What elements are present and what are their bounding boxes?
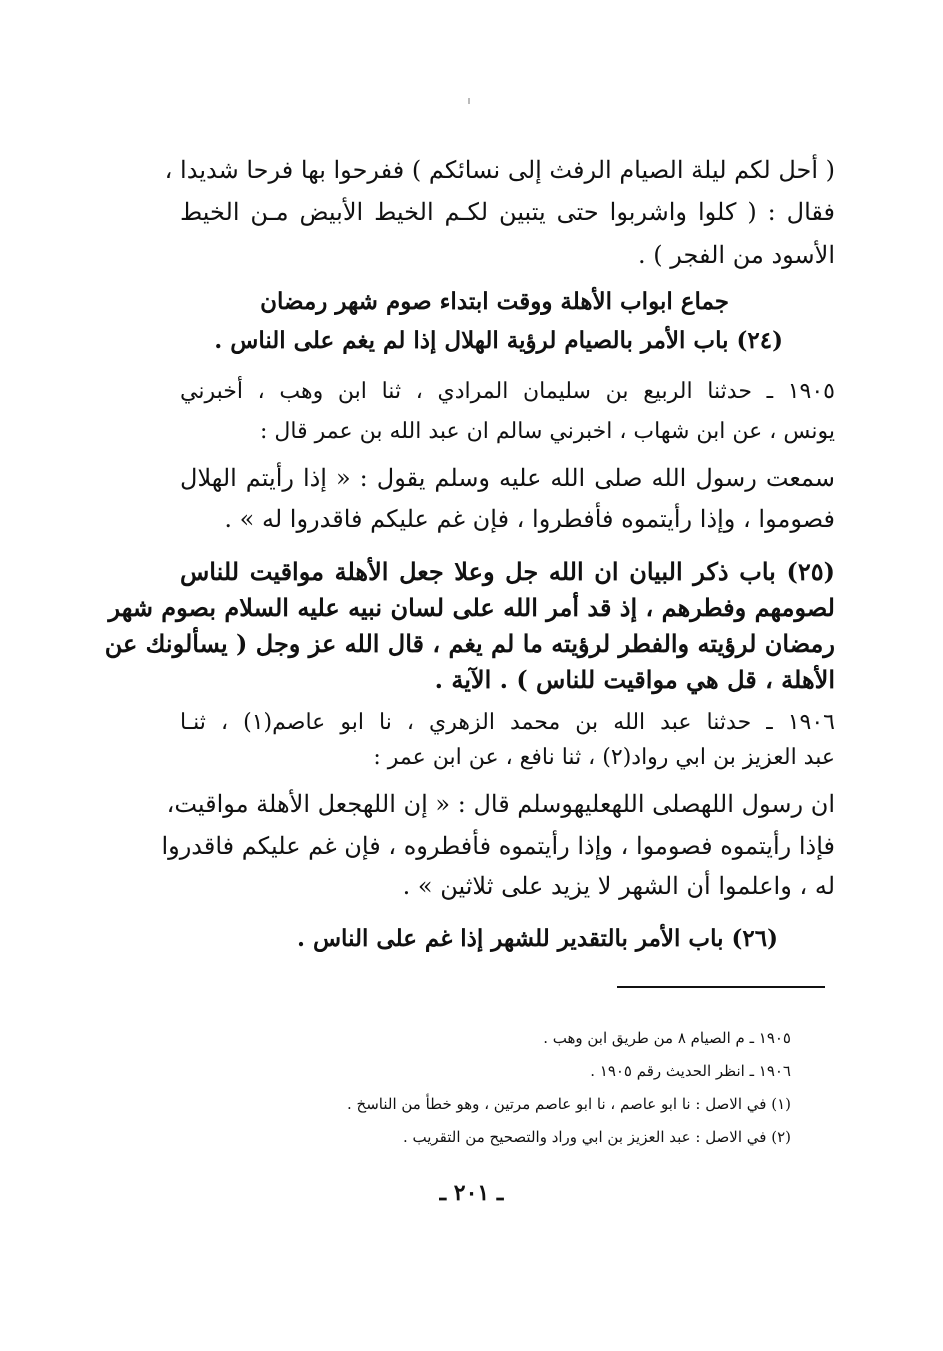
scan-speck [468, 98, 470, 104]
hadith-1905-text-line-1: سمعت رسول الله صلى الله عليه وسلم يقول : « إذا رأيتم الهلال [180, 464, 835, 492]
hadith-1906-text-line-3: له ، واعلموا أن الشهر لا يزيد على ثلاثين » . [402, 872, 835, 900]
footnote-1906: ١٩٠٦ ـ انظر الحديث رقم ١٩٠٥ . [590, 1062, 791, 1080]
intro-line-1: ( أحل لكم ليلة الصيام الرفث إلى نسائكم ) ففرحوا بها فرحا شديدا ، [164, 156, 835, 184]
footnote-1: (١) في الاصل : نا ابو عاصم ، نا ابو عاصم مرتين ، وهو خطأ من الناسخ . [347, 1095, 791, 1113]
chapter-24-heading: (٢٤) باب الأمر بالصيام لرؤية الهلال إذا لم يغم على الناس . [214, 327, 783, 354]
hadith-1906-isnad-line-1: ١٩٠٦ ـ حدثنا عبد الله بن محمد الزهري ، نا ابو عاصم(١) ، ثنـا [180, 710, 835, 735]
footnote-1905: ١٩٠٥ ـ م الصيام ٨ من طريق ابن وهب . [543, 1029, 791, 1047]
chapter-25-line-1: (٢٥) باب ذكر البيان ان الله جل وعلا جعل الأهلة مواقيت للناس [180, 557, 835, 586]
chapter-25-line-3: رمضان لرؤيته والفطر لرؤيته ما لم يغم ، قال الله عز وجل ( يسألونك عن [104, 629, 835, 658]
footnote-2: (٢) في الاصل : عبد العزيز بن ابي وراد والتصحيح من التقريب . [402, 1128, 791, 1146]
hadith-1906-isnad-line-2: عبد العزيز بن ابي رواد(٢) ، ثنا نافع ، عن ابن عمر : [373, 745, 835, 770]
chapter-25-line-2: لصومهم وفطرهم ، إذ قد أمر الله على لسان نبيه عليه السلام بصوم شهر [108, 593, 835, 622]
hadith-1905-text-line-2: فصوموا ، وإذا رأيتموه فأفطروا ، فإن غم عليكم فاقدروا له » . [224, 505, 835, 533]
hadith-1905-isnad-line-2: يونس ، عن ابن شهاب ، اخبرني سالم ان عبد الله بن عمر قال : [260, 419, 835, 444]
hadith-1905-isnad-line-1: ١٩٠٥ ـ حدثنا الربيع بن سليمان المرادي ، ثنا ابن وهب ، أخبرني [180, 379, 835, 404]
section-title: جماع ابواب الأهلة ووقت ابتداء صوم شهر رمضان [260, 288, 729, 315]
chapter-25-line-4: الأهلة ، قل هي مواقيت للناس ) . الآية . [434, 665, 835, 694]
hadith-1906-text-line-2: فإذا رأيتموه فصوموا ، وإذا رأيتموه فأفطروه ، فإن غم عليكم فاقدروا [161, 832, 835, 860]
footnote-divider [617, 986, 825, 988]
page-number: ـ ٢٠١ ـ [439, 1180, 504, 1206]
intro-line-3: الأسود من الفجر ) . [637, 241, 835, 269]
chapter-26-heading: (٢٦) باب الأمر بالتقدير للشهر إذا غم على الناس . [296, 925, 778, 952]
hadith-1906-text-line-1: ان رسول اللهصلى اللهعليهوسلم قال : « إن اللهجعل الأهلة مواقيت، [166, 790, 835, 818]
intro-line-2: فقال : ( كلوا واشربوا حتى يتبين لكـم الخيط الأبيض مـن الخيط [180, 198, 835, 226]
